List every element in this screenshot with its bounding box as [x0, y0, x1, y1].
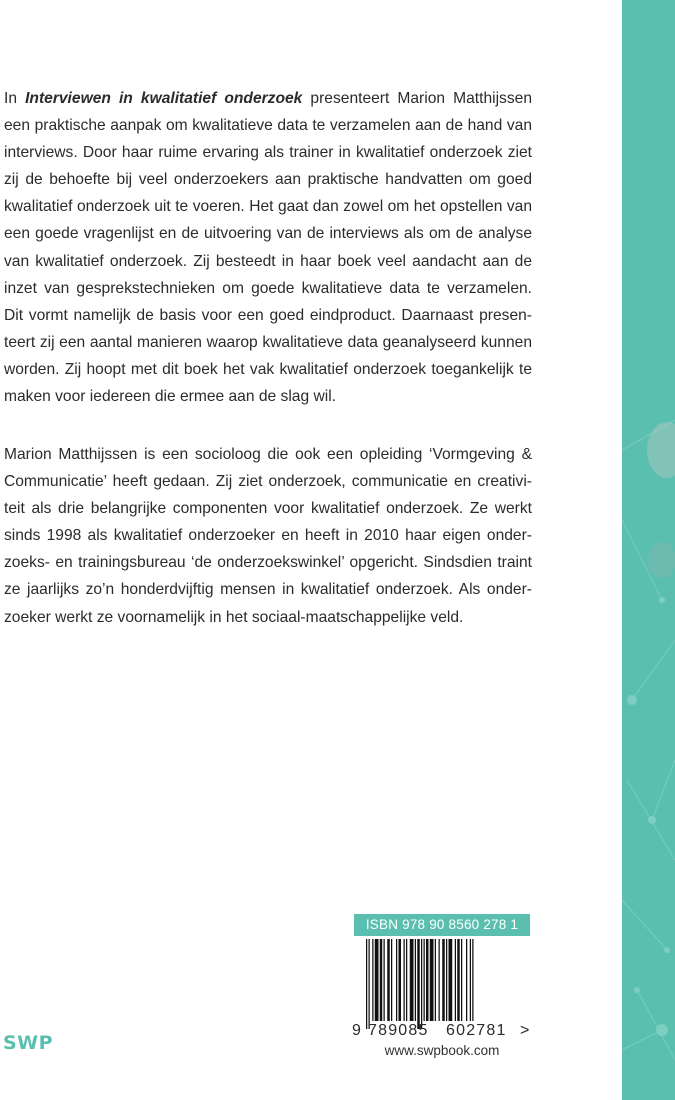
- publisher-website: www.swpbook.com: [384, 1043, 500, 1058]
- isbn-label: ISBN 978 90 8560 278 1: [354, 914, 530, 936]
- network-graphic: [622, 0, 675, 1100]
- decorative-network-band: [622, 0, 675, 1100]
- publisher-logo: SWP: [3, 1032, 54, 1054]
- author-bio-paragraph: Marion Matthijssen is een socioloog die ook een opleiding ‘Vormgeving & Communicatie’ heeft gedaan. Zij ziet onderzoek, communicatie en creativiteit als drie belangrijke componenten voor kwalitatief onderzoek. Ze werkt sinds 1998 als kwalitatief onderzoeker en heeft in 2010 haar eigen onderzoeks- en trainingsbureau ‘de onderzoekswinkel’ opgericht. Sindsdien traint ze jaarlijks zo’n honderdvijftig mensen in kwalitatief onderzoek. Als onderzoeker werkt ze voornamelijk in het sociaal-maatschappelijke veld.: [4, 446, 532, 626]
- barcode-digit-group-2: 602781: [446, 1022, 507, 1039]
- barcode-digit-group-1: 789085: [368, 1022, 429, 1039]
- description-paragraph-1: [4, 85, 532, 410]
- barcode-first-digit: 9: [352, 1022, 361, 1039]
- para1-body: presenteert Marion Matthijssen een praktische aanpak om kwalitatieve data te verzamelen aan de hand van interviews. Door haar ruime ervaring als trainer in kwalitatief onderzoek ziet zij de behoefte bij veel onderzoekers aan praktische handvatten om goed kwalitatief onderzoek uit te voeren. Het gaat dan zowel om het opstellen van een goede vragenlijst en de uitvoering van de interviews als om de analyse van kwalitatief onderzoek. Zij besteedt in haar boek veel aandacht aan de inzet van gesprekstechnieken om goede kwalitatieve data te verzamelen. Dit vormt namelijk de basis voor een goed eindproduct. Daarnaast presenteert zij een aantal manieren waarop kwalitatieve data geanalyseerd kunnen worden. Zij hoopt met dit boek het vak kwalitatief onderzoek toegankelijk te maken voor iedereen die ermee aan de slag wil.: [4, 90, 533, 406]
- barcode: [366, 939, 516, 1029]
- barcode-arrow: >: [520, 1022, 530, 1039]
- barcode-digits: [352, 1021, 534, 1041]
- book-title: Interviewen in kwalitatief onderzoek: [25, 90, 303, 107]
- para1-prefix: In: [4, 90, 26, 107]
